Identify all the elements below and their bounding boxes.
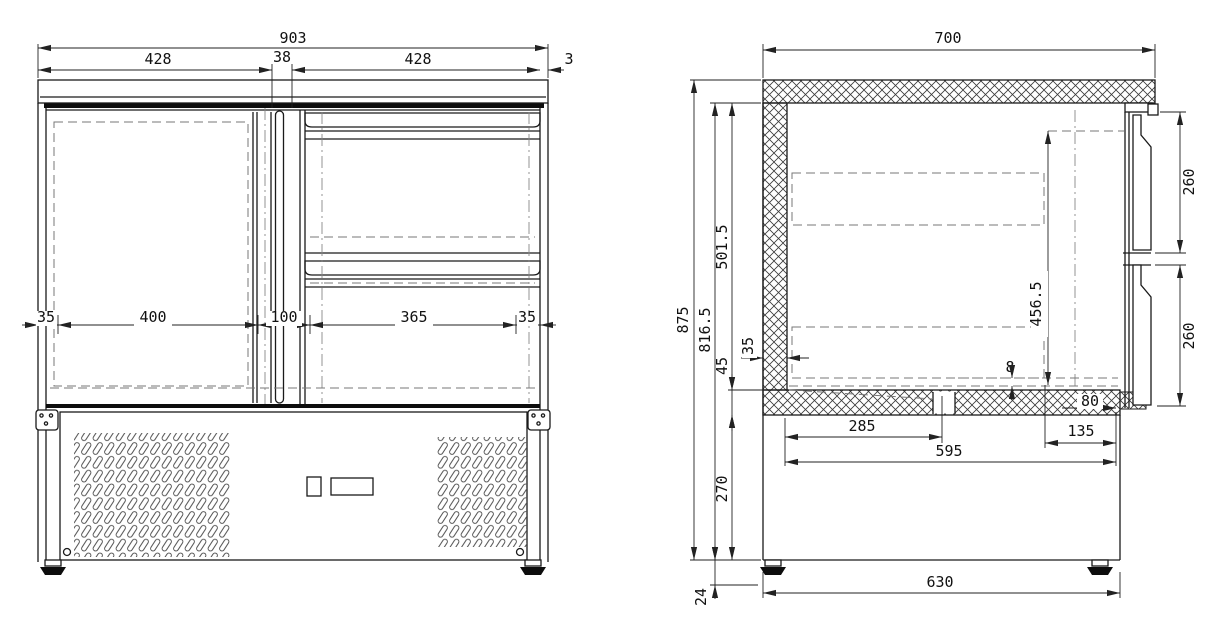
- dim-side-depth: 700: [934, 29, 962, 47]
- top-rail: [44, 104, 544, 109]
- foot-front-left: [40, 560, 66, 575]
- dim-front-drawer-width: 428: [404, 50, 432, 68]
- foot-side-rear: [760, 560, 786, 575]
- screw-right: [517, 549, 524, 556]
- dim-front-door-width: 428: [144, 50, 172, 68]
- dim-side-wall-thickness: 35: [739, 336, 757, 356]
- vent-grille-left: [74, 433, 230, 557]
- drawer2-front-profile: [1133, 265, 1151, 405]
- dim-front-drawer-opening: 365: [400, 308, 428, 326]
- front-dimensions: [22, 29, 574, 334]
- dim-side-drawer-front-bottom: 260: [1180, 322, 1198, 350]
- door-edge: [276, 111, 284, 403]
- rear-wall-section: [763, 103, 787, 390]
- door-gasket: [54, 122, 248, 386]
- dim-front-wall-left: 35: [36, 308, 56, 326]
- drawer2-handle-channel: [305, 261, 540, 275]
- front-view: [22, 29, 574, 575]
- foot-side-front: [1087, 560, 1113, 575]
- dim-side-inner-height: 501.5: [713, 224, 731, 270]
- worktop-nose: [1148, 104, 1158, 115]
- dim-side-body-height: 816.5: [696, 307, 714, 353]
- bottom-rail: [46, 404, 540, 408]
- worktop-section: [763, 80, 1155, 103]
- dim-side-floor-step: 8: [1005, 358, 1015, 376]
- drawer1-front-profile: [1133, 115, 1151, 250]
- dim-side-drain-offset: 285: [848, 417, 876, 435]
- foot-front-right: [520, 560, 546, 575]
- vent-grille-right: [437, 437, 527, 547]
- side-view: [674, 29, 1198, 606]
- dim-side-machine-compartment: 270: [713, 475, 731, 503]
- dim-side-base-width: 630: [926, 573, 954, 591]
- dim-front-wall-right: 35: [517, 308, 537, 326]
- dim-side-foot-height: 24: [692, 587, 710, 607]
- drawer1-hidden-outline: [792, 173, 1044, 225]
- dim-side-base-length: 595: [935, 442, 963, 460]
- hinge-left: [36, 410, 58, 430]
- screw-left: [64, 549, 71, 556]
- plate-cutout: [331, 478, 373, 495]
- hinge-right: [528, 410, 550, 430]
- worktop-front: [38, 80, 548, 103]
- dim-front-mullion: 100: [270, 308, 298, 326]
- dim-front-door-opening: 400: [139, 308, 167, 326]
- lower-panel: [60, 412, 527, 560]
- drawer1-handle-channel: [305, 113, 540, 127]
- dim-side-front-ledge: 135: [1067, 422, 1095, 440]
- dim-side-front-shelf: 80: [1080, 392, 1100, 410]
- dim-front-center-gap: 38: [272, 48, 292, 66]
- dim-side-inner-clear: 456.5: [1027, 281, 1045, 327]
- switch-cutout: [307, 477, 321, 496]
- dim-front-overhang: 3: [564, 50, 574, 68]
- dim-side-bottom-insulation: 45: [713, 356, 731, 376]
- drawer-stack-front: [305, 112, 540, 403]
- door-front: [54, 108, 284, 406]
- dim-side-drawer-front-top: 260: [1180, 168, 1198, 196]
- dim-front-total: 903: [279, 29, 307, 47]
- dim-side-total-height: 875: [674, 306, 692, 334]
